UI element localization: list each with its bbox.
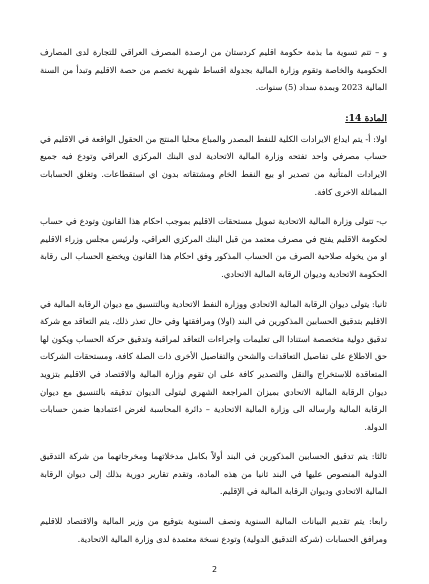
spacer [40,201,387,213]
paragraph-b: ب- تتولى وزارة المالية الاتحادية تمويل مستحقات الاقليم بموجب احكام هذا القانون وتودع في حساب لحكومة الاقليم يفتح في مصرف معتمد من قبل البنك المركزي العراقي، ولرئيس مجلس وزراء الاقليم او من يخوله صلاحية الصرف من الحساب المذكور وفق احكام هذا القانون ويخضع الحساب الى رقابة الحكومة الاتحادية وديوان الرقابة المالية الاتحادي. [40,216,387,279]
paragraph-fourth: رابعا: يتم تقديم البيانات المالية السنوية ونصف السنوية بتوقيع من وزير المالية والاقتصاد للاقليم ومرافق الحسابات (شركة التدقيق الدولية) وتودع نسخة معتمدة لدى وزارة المالية الاتحادية. [40,516,387,544]
paragraph-second: ثانيا: يتولى ديوان الرقابة المالية الاتحادي ووزارة النفط الاتحادية وبالتنسيق مع ديوان الرقابة المالية في الاقليم بتدقيق الحسابين المذكورين في البند (اولا) ومرافقتها وفي حال تعذر ذلك، يتم التعاقد مع شركة تدقيق دولية متخصصة استنادا الى تعليمات واجراءات التعاقد لمراقبة وتدقيق حركة الحساب ويكون لها حق الاطلاع على تفاصيل التعاقدات والشحن والتفاصيل الأخرى ذات الصلة كافة، ومستحقات الشركات المتعاقدة للاستخراج والنقل والتصدير كافة على ان تقوم وزارة المالية والاقتصاد في الاقليم بتزويد ديوان الرقابة المالية الاتحادي بميزان المراجعة الشهري ليتولى الديوان تدقيقه بالتنسيق مع ديوان الرقابة المالية وارساله الى وزارة المالية الاتحادية – دائرة المحاسبة لغرض اعتمادها ضمن حسابات الدولة. [40,298,387,432]
spacer [40,436,387,448]
spacer [40,501,387,513]
spacer [40,284,387,296]
intro-paragraph: و – تتم تسوية ما بذمة حكومة اقليم كردستان من ارصدة المصرف العراقي للتجارة لدى المصارف الحكومية والخاصة وتقوم وزارة المالية بجدولة اقساط شهرية تخصم من حصة الاقليم وتبدأ من السنة المالية 2023 وبمدة سداد (5) سنوات. [40,47,387,93]
paragraph-first: اولا: أ- يتم ايداع الايرادات الكلية للنفط المصدر والمباع محليا المنتج من الحقول الواقعة في الاقليم في حساب مصرفي واحد تفتحه وزارة المالية الاتحادية لدى البنك المركزي العراقي وتودع فيه جميع الايرادات المتأتية من تصدير او بيع النفط الخام ومشتقاته بدون اي استقطاعات. وتغلق الحسابات المماثلة الاخرى كافة. [40,133,387,197]
paragraph-third: ثالثا: يتم تدقيق الحسابين المذكورين في البند أولاً بكامل مدخلاتهما ومخرجاتهما من شركة التدقيق الدولية المنصوص عليها في البند ثانيا من هذه المادة، وتقدم تقارير دورية بذلك إلى ديوان الرقابة المالية الاتحادي وديوان الرقابة المالية في الإقليم. [40,451,387,497]
article-heading: المادة 14: [345,112,387,124]
page-number: 2 [211,565,218,574]
